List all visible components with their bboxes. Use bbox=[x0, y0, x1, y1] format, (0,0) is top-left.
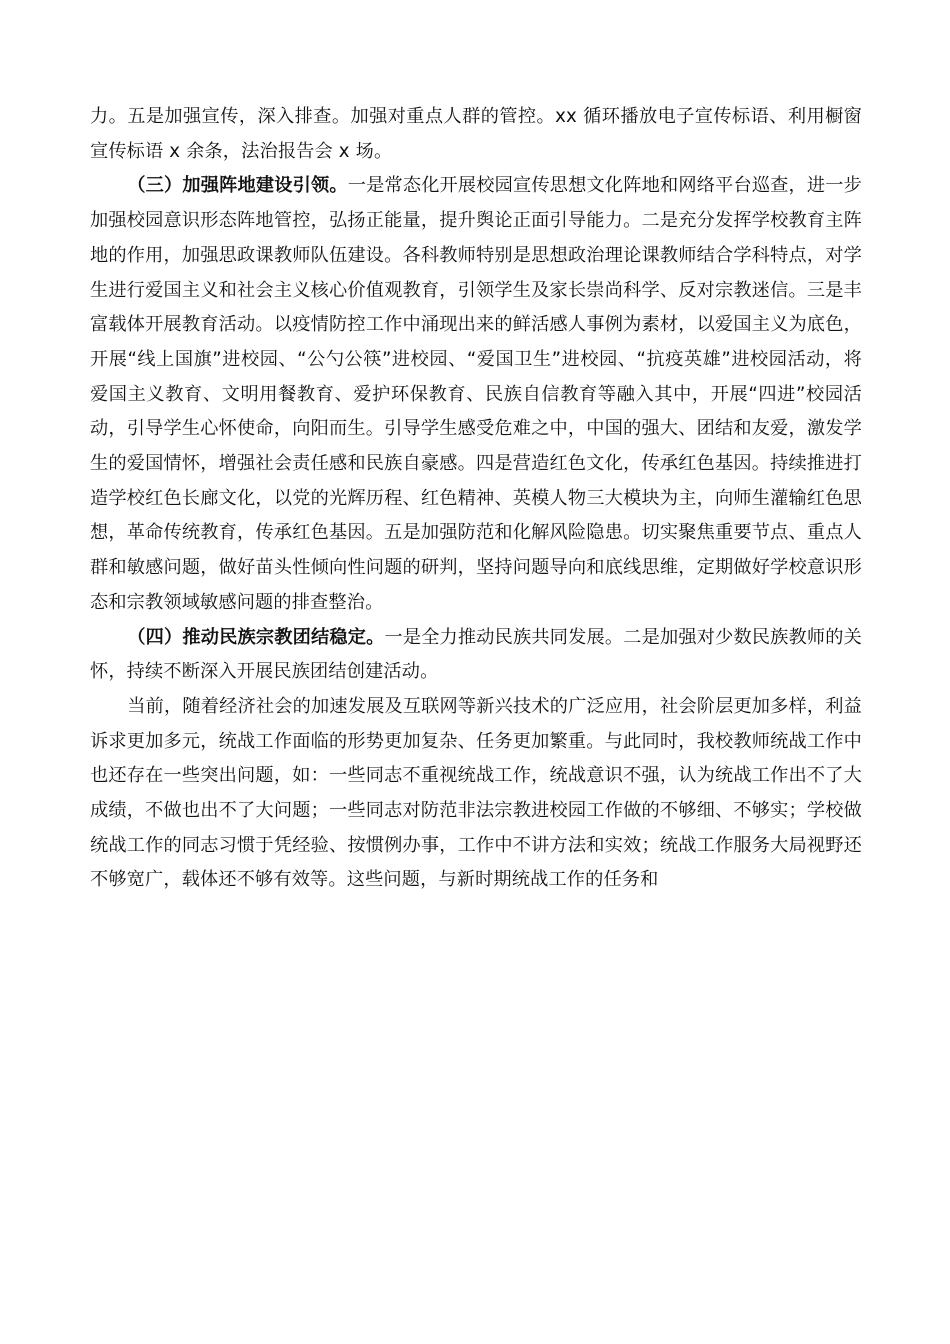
paragraph-section-4 bbox=[90, 621, 862, 690]
paragraph-text: 当前，随着经济社会的加速发展及互联网等新兴技术的广泛应用，社会阶层更加多样，利益诉求更加多元，统战工作面临的形势更加复杂、任务更加繁重。与此同时，我校教师统战工作中也还存在一些突出问题，如：一些同志不重视统战工作，统战意识不强，认为统战工作出不了大成绩，不做也出不了大问题；一些同志对防范非法宗教进校园工作做的不够细、不够实；学校做统战工作的同志习惯于凭经验、按惯例办事，工作中不讲方法和实效；统战工作服务大局视野还不够宽广，载体还不够有效等。这些问题，与新时期统战工作的任务和 bbox=[90, 695, 862, 891]
paragraph-continuation bbox=[90, 100, 862, 169]
section-heading: （三）加强阵地建设引领。 bbox=[127, 175, 348, 197]
paragraph-current-situation bbox=[90, 690, 862, 898]
paragraph-text: 一是全力推动民族共同发展。二是加强对少数民族教师的关怀，持续不断深入开展民族团结创建活动。 bbox=[90, 626, 862, 683]
document-page bbox=[90, 100, 862, 898]
paragraph-section-3 bbox=[90, 169, 862, 620]
section-heading: （四）推动民族宗教团结稳定。 bbox=[127, 626, 385, 648]
paragraph-text: 一是常态化开展校园宣传思想文化阵地和网络平台巡查，进一步加强校园意识形态阵地管控，弘扬正能量，提升舆论正面引导能力。二是充分发挥学校教育主阵地的作用，加强思政课教师队伍建设。各科教师特别是思想政治理论课教师结合学科特点，对学生进行爱国主义和社会主义核心价值观教育，引领学生及家长崇尚科学、反对宗教迷信。三是丰富载体开展教育活动。以疫情防控工作中涌现出来的鲜活感人事例为素材，以爱国主义为底色，开展“线上国旗”进校园、“公勺公筷”进校园、“爱国卫生”进校园、“抗疫英雄”进校园活动，将爱国主义教育、文明用餐教育、爱护环保教育、民族自信教育等融入其中，开展“四进”校园活动，引导学生心怀使命，向阳而生。引导学生感受危难之中，中国的强大、团结和友爱，激发学生的爱国情怀，增强社会责任感和民族自豪感。四是营造红色文化，传承红色基因。持续推进打造学校红色长廊文化，以党的光辉历程、红色精神、英模人物三大模块为主，向师生灌输红色思想，革命传统教育，传承红色基因。五是加强防范和化解风险隐患。切实聚焦重要节点、重点人群和敏感问题，做好苗头性倾向性问题的研判，坚持问题导向和底线思维，定期做好学校意识形态和宗教领域敏感问题的排查整治。 bbox=[90, 175, 862, 613]
paragraph-text: 力。五是加强宣传，深入排查。加强对重点人群的管控。xx 循环播放电子宣传标语、利用橱窗宣传标语 x 余条，法治报告会 x 场。 bbox=[90, 106, 862, 162]
